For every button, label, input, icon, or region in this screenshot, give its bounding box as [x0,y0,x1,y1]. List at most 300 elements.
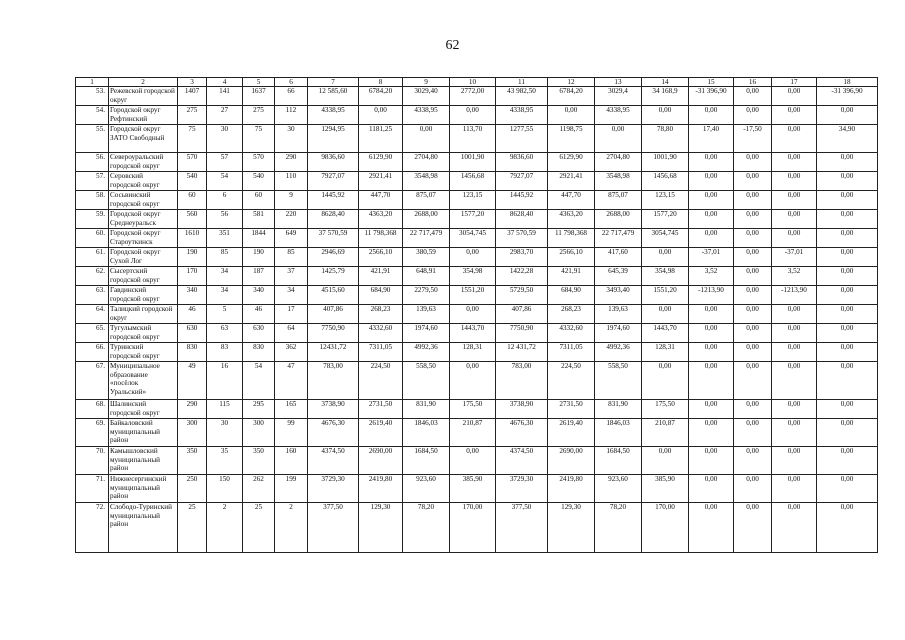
row-number-cell: 54. [76,106,109,125]
value-cell-16: 0,00 [734,87,772,106]
value-cell-6: 220 [275,210,308,229]
value-cell-8: 4332,60 [359,324,403,343]
value-cell-12: 2566,10 [548,248,595,267]
value-cell-16: 0,00 [734,153,772,172]
value-cell-5: 262 [243,475,275,503]
value-cell-13: 558,50 [595,362,642,400]
table-row [76,191,878,210]
municipality-name-cell: Гавдинский городской округ [109,286,178,305]
column-header-17: 17 [772,78,817,87]
municipality-name-cell: Шалинский городской округ [109,400,178,419]
value-cell-15: 0,00 [689,503,734,553]
value-cell-17: 0,00 [772,305,817,324]
table-row [76,362,878,400]
value-cell-12: 421,91 [548,267,595,286]
value-cell-12: 0,00 [548,106,595,125]
value-cell-11: 3729,30 [496,475,548,503]
value-cell-14: 1577,20 [642,210,689,229]
value-cell-10: 210,87 [450,419,496,447]
value-cell-9: 648,91 [403,267,450,286]
value-cell-4: 56 [207,210,243,229]
value-cell-11: 12 431,72 [496,343,548,362]
value-cell-11: 4374,50 [496,447,548,475]
value-cell-12: 4332,60 [548,324,595,343]
value-cell-12: 11 798,368 [548,229,595,248]
value-cell-10: 175,50 [450,400,496,419]
value-cell-18: 0,00 [817,210,878,229]
value-cell-12: 268,23 [548,305,595,324]
value-cell-18: 0,00 [817,172,878,191]
value-cell-12: 6784,20 [548,87,595,106]
value-cell-7: 37 570,59 [308,229,359,248]
value-cell-3: 560 [178,210,207,229]
value-cell-3: 250 [178,475,207,503]
value-cell-6: 47 [275,362,308,400]
value-cell-15: 0,00 [689,191,734,210]
value-cell-11: 3738,90 [496,400,548,419]
value-cell-14: 354,98 [642,267,689,286]
value-cell-3: 170 [178,267,207,286]
value-cell-10: 0,00 [450,362,496,400]
column-header-9: 9 [403,78,450,87]
municipality-name-cell: Серовский городской округ [109,172,178,191]
value-cell-3: 75 [178,125,207,153]
table-row [76,87,878,106]
value-cell-12: 2419,80 [548,475,595,503]
value-cell-8: 6784,20 [359,87,403,106]
value-cell-7: 1425,79 [308,267,359,286]
value-cell-5: 295 [243,400,275,419]
municipality-name-cell: Сосьвинский городской округ [109,191,178,210]
value-cell-7: 4338,95 [308,106,359,125]
value-cell-9: 2688,00 [403,210,450,229]
row-number-cell: 70. [76,447,109,475]
value-cell-17: 0,00 [772,400,817,419]
row-number-cell: 66. [76,343,109,362]
table-row [76,305,878,324]
table-row [76,210,878,229]
value-cell-6: 110 [275,172,308,191]
value-cell-10: 1577,20 [450,210,496,229]
value-cell-4: 34 [207,267,243,286]
column-header-18: 18 [817,78,878,87]
value-cell-14: 0,00 [642,248,689,267]
value-cell-17: 0,00 [772,229,817,248]
value-cell-15: -31 396,90 [689,87,734,106]
value-cell-9: 22 717,479 [403,229,450,248]
table-row [76,343,878,362]
value-cell-18: 0,00 [817,106,878,125]
value-cell-16: 0,00 [734,400,772,419]
table-row [76,229,878,248]
value-cell-13: 923,60 [595,475,642,503]
value-cell-10: 3054,745 [450,229,496,248]
value-cell-8: 1181,25 [359,125,403,153]
value-cell-13: 139,63 [595,305,642,324]
value-cell-6: 2 [275,503,308,553]
value-cell-13: 1684,50 [595,447,642,475]
value-cell-9: 923,60 [403,475,450,503]
value-cell-9: 139,63 [403,305,450,324]
row-number-cell: 64. [76,305,109,324]
value-cell-4: 54 [207,172,243,191]
value-cell-10: 0,00 [450,248,496,267]
value-cell-11: 377,50 [496,503,548,553]
value-cell-9: 831,90 [403,400,450,419]
value-cell-5: 581 [243,210,275,229]
value-cell-15: 17,40 [689,125,734,153]
value-cell-10: 2772,00 [450,87,496,106]
value-cell-14: 1001,90 [642,153,689,172]
value-cell-14: 128,31 [642,343,689,362]
value-cell-10: 1551,20 [450,286,496,305]
column-header-10: 10 [450,78,496,87]
value-cell-18: 0,00 [817,191,878,210]
value-cell-5: 350 [243,447,275,475]
column-header-15: 15 [689,78,734,87]
municipality-name-cell: Нижнесергинский муниципальный район [109,475,178,503]
value-cell-8: 2566,10 [359,248,403,267]
value-cell-7: 4676,30 [308,419,359,447]
value-cell-7: 1294,95 [308,125,359,153]
value-cell-4: 85 [207,248,243,267]
municipality-name-cell: Североуральский городской округ [109,153,178,172]
value-cell-4: 83 [207,343,243,362]
value-cell-4: 63 [207,324,243,343]
row-number-cell: 67. [76,362,109,400]
value-cell-8: 4363,20 [359,210,403,229]
column-header-11: 11 [496,78,548,87]
value-cell-7: 4374,50 [308,447,359,475]
value-cell-17: 0,00 [772,362,817,400]
value-cell-5: 540 [243,172,275,191]
value-cell-10: 0,00 [450,447,496,475]
value-cell-18: 0,00 [817,419,878,447]
value-cell-12: 2690,00 [548,447,595,475]
municipality-name-cell: Камышловский муниципальный район [109,447,178,475]
value-cell-14: 1443,70 [642,324,689,343]
value-cell-14: 1551,20 [642,286,689,305]
table-row [76,153,878,172]
value-cell-4: 2 [207,503,243,553]
value-cell-9: 3548,98 [403,172,450,191]
value-cell-15: 0,00 [689,305,734,324]
value-cell-17: 3,52 [772,267,817,286]
row-number-cell: 63. [76,286,109,305]
row-number-cell: 72. [76,503,109,553]
municipality-name-cell: Муниципальное образование «посёлок Уральский» [109,362,178,400]
value-cell-12: 2619,40 [548,419,595,447]
value-cell-15: 0,00 [689,447,734,475]
value-cell-6: 99 [275,419,308,447]
value-cell-4: 351 [207,229,243,248]
value-cell-18: 0,00 [817,324,878,343]
value-cell-13: 831,90 [595,400,642,419]
column-header-16: 16 [734,78,772,87]
value-cell-7: 7927,07 [308,172,359,191]
value-cell-17: 0,00 [772,475,817,503]
value-cell-6: 17 [275,305,308,324]
municipality-name-cell: Талицкий городской округ [109,305,178,324]
value-cell-13: 4992,36 [595,343,642,362]
value-cell-17: 0,00 [772,153,817,172]
value-cell-8: 129,30 [359,503,403,553]
value-cell-10: 385,90 [450,475,496,503]
value-cell-6: 34 [275,286,308,305]
value-cell-3: 1407 [178,87,207,106]
value-cell-14: 170,00 [642,503,689,553]
value-cell-13: 4338,95 [595,106,642,125]
value-cell-5: 1844 [243,229,275,248]
value-cell-11: 9836,60 [496,153,548,172]
table-row [76,475,878,503]
value-cell-13: 3493,40 [595,286,642,305]
value-cell-17: 0,00 [772,324,817,343]
column-header-12: 12 [548,78,595,87]
value-cell-13: 78,20 [595,503,642,553]
value-cell-18: 0,00 [817,343,878,362]
municipality-name-cell: Городской округ Сухой Лог [109,248,178,267]
value-cell-7: 2946,69 [308,248,359,267]
value-cell-9: 1684,50 [403,447,450,475]
value-cell-17: 0,00 [772,447,817,475]
value-cell-16: 0,00 [734,248,772,267]
value-cell-15: 0,00 [689,324,734,343]
value-cell-18: 0,00 [817,503,878,553]
row-number-cell: 58. [76,191,109,210]
value-cell-8: 6129,90 [359,153,403,172]
value-cell-9: 380,59 [403,248,450,267]
column-header-14: 14 [642,78,689,87]
table-row [76,125,878,153]
value-cell-5: 570 [243,153,275,172]
value-cell-17: 0,00 [772,503,817,553]
value-cell-12: 129,30 [548,503,595,553]
value-cell-18: -31 396,90 [817,87,878,106]
value-cell-3: 350 [178,447,207,475]
value-cell-4: 16 [207,362,243,400]
value-cell-15: 3,52 [689,267,734,286]
value-cell-14: 3054,745 [642,229,689,248]
value-cell-6: 290 [275,153,308,172]
value-cell-15: 0,00 [689,343,734,362]
column-number-row [76,78,878,87]
column-header-8: 8 [359,78,403,87]
value-cell-7: 783,00 [308,362,359,400]
value-cell-9: 2704,80 [403,153,450,172]
value-cell-9: 78,20 [403,503,450,553]
value-cell-11: 1277,55 [496,125,548,153]
value-cell-12: 1198,75 [548,125,595,153]
value-cell-5: 630 [243,324,275,343]
municipality-name-cell: Городской округ Рефтинский [109,106,178,125]
value-cell-5: 275 [243,106,275,125]
value-cell-16: 0,00 [734,229,772,248]
value-cell-13: 3548,98 [595,172,642,191]
value-cell-14: 0,00 [642,447,689,475]
value-cell-13: 0,00 [595,125,642,153]
value-cell-12: 684,90 [548,286,595,305]
value-cell-12: 4363,20 [548,210,595,229]
value-cell-14: 1456,68 [642,172,689,191]
value-cell-3: 1610 [178,229,207,248]
value-cell-17: 0,00 [772,87,817,106]
value-cell-18: 0,00 [817,153,878,172]
value-cell-14: 78,80 [642,125,689,153]
value-cell-14: 385,90 [642,475,689,503]
value-cell-10: 0,00 [450,305,496,324]
value-cell-9: 875,07 [403,191,450,210]
value-cell-18: 34,90 [817,125,878,153]
column-header-2: 2 [109,78,178,87]
value-cell-5: 60 [243,191,275,210]
value-cell-5: 300 [243,419,275,447]
value-cell-7: 377,50 [308,503,359,553]
value-cell-9: 1974,60 [403,324,450,343]
value-cell-16: 0,00 [734,324,772,343]
row-number-cell: 62. [76,267,109,286]
value-cell-15: -1213,90 [689,286,734,305]
value-cell-16: 0,00 [734,343,772,362]
value-cell-6: 37 [275,267,308,286]
value-cell-18: 0,00 [817,305,878,324]
value-cell-4: 6 [207,191,243,210]
value-cell-12: 7311,05 [548,343,595,362]
row-number-cell: 60. [76,229,109,248]
value-cell-6: 30 [275,125,308,153]
value-cell-18: 0,00 [817,475,878,503]
table-row [76,267,878,286]
value-cell-5: 25 [243,503,275,553]
value-cell-18: 0,00 [817,400,878,419]
value-cell-11: 2983,70 [496,248,548,267]
municipality-name-cell: Режевской городской округ [109,87,178,106]
table-row [76,248,878,267]
value-cell-10: 1001,90 [450,153,496,172]
municipality-name-cell: Тугулымский городской округ [109,324,178,343]
value-cell-16: 0,00 [734,172,772,191]
column-header-4: 4 [207,78,243,87]
municipality-name-cell: Байкаловский муниципальный район [109,419,178,447]
value-cell-7: 4515,60 [308,286,359,305]
value-cell-3: 60 [178,191,207,210]
value-cell-13: 1974,60 [595,324,642,343]
value-cell-3: 300 [178,419,207,447]
value-cell-10: 128,31 [450,343,496,362]
value-cell-14: 34 168,9 [642,87,689,106]
table-row [76,400,878,419]
value-cell-4: 57 [207,153,243,172]
row-number-cell: 71. [76,475,109,503]
value-cell-4: 30 [207,419,243,447]
value-cell-4: 35 [207,447,243,475]
column-header-5: 5 [243,78,275,87]
column-header-6: 6 [275,78,308,87]
value-cell-18: 0,00 [817,362,878,400]
value-cell-15: 0,00 [689,400,734,419]
value-cell-14: 210,87 [642,419,689,447]
value-cell-3: 275 [178,106,207,125]
value-cell-6: 112 [275,106,308,125]
row-number-cell: 68. [76,400,109,419]
value-cell-12: 2921,41 [548,172,595,191]
value-cell-14: 175,50 [642,400,689,419]
value-cell-6: 649 [275,229,308,248]
value-cell-9: 1846,03 [403,419,450,447]
value-cell-15: 0,00 [689,153,734,172]
value-cell-8: 2731,50 [359,400,403,419]
table-row [76,419,878,447]
page-number: 62 [445,38,460,53]
value-cell-5: 187 [243,267,275,286]
value-cell-10: 170,00 [450,503,496,553]
value-cell-13: 1846,03 [595,419,642,447]
value-cell-6: 85 [275,248,308,267]
column-header-13: 13 [595,78,642,87]
value-cell-15: 0,00 [689,106,734,125]
value-cell-11: 37 570,59 [496,229,548,248]
value-cell-7: 3738,90 [308,400,359,419]
municipality-name-cell: Городской округ Среднеуральск [109,210,178,229]
table-row [76,106,878,125]
value-cell-18: 0,00 [817,248,878,267]
value-cell-3: 46 [178,305,207,324]
value-cell-16: 0,00 [734,447,772,475]
value-cell-15: 0,00 [689,172,734,191]
value-cell-4: 5 [207,305,243,324]
value-cell-11: 7927,07 [496,172,548,191]
value-cell-9: 0,00 [403,125,450,153]
value-cell-15: 0,00 [689,362,734,400]
value-cell-16: 0,00 [734,210,772,229]
value-cell-15: 0,00 [689,419,734,447]
value-cell-5: 830 [243,343,275,362]
value-cell-13: 417,60 [595,248,642,267]
value-cell-3: 570 [178,153,207,172]
value-cell-7: 3729,30 [308,475,359,503]
value-cell-8: 2921,41 [359,172,403,191]
value-cell-10: 354,98 [450,267,496,286]
value-cell-16: 0,00 [734,362,772,400]
value-cell-8: 421,91 [359,267,403,286]
value-cell-11: 1445,92 [496,191,548,210]
municipality-name-cell: Городской округ ЗАТО Свободный [109,125,178,153]
value-cell-4: 30 [207,125,243,153]
column-header-1: 1 [76,78,109,87]
value-cell-8: 11 798,368 [359,229,403,248]
value-cell-7: 9836,60 [308,153,359,172]
value-cell-16: 0,00 [734,191,772,210]
row-number-cell: 53. [76,87,109,106]
value-cell-4: 34 [207,286,243,305]
value-cell-8: 684,90 [359,286,403,305]
value-cell-3: 630 [178,324,207,343]
value-cell-17: 0,00 [772,106,817,125]
value-cell-17: -1213,90 [772,286,817,305]
value-cell-9: 3029,40 [403,87,450,106]
value-cell-8: 224,50 [359,362,403,400]
value-cell-5: 340 [243,286,275,305]
value-cell-4: 115 [207,400,243,419]
value-cell-11: 1422,28 [496,267,548,286]
row-number-cell: 65. [76,324,109,343]
value-cell-11: 8628,40 [496,210,548,229]
value-cell-17: 0,00 [772,125,817,153]
value-cell-8: 2619,40 [359,419,403,447]
value-cell-11: 43 982,50 [496,87,548,106]
value-cell-9: 4992,36 [403,343,450,362]
value-cell-11: 4338,95 [496,106,548,125]
